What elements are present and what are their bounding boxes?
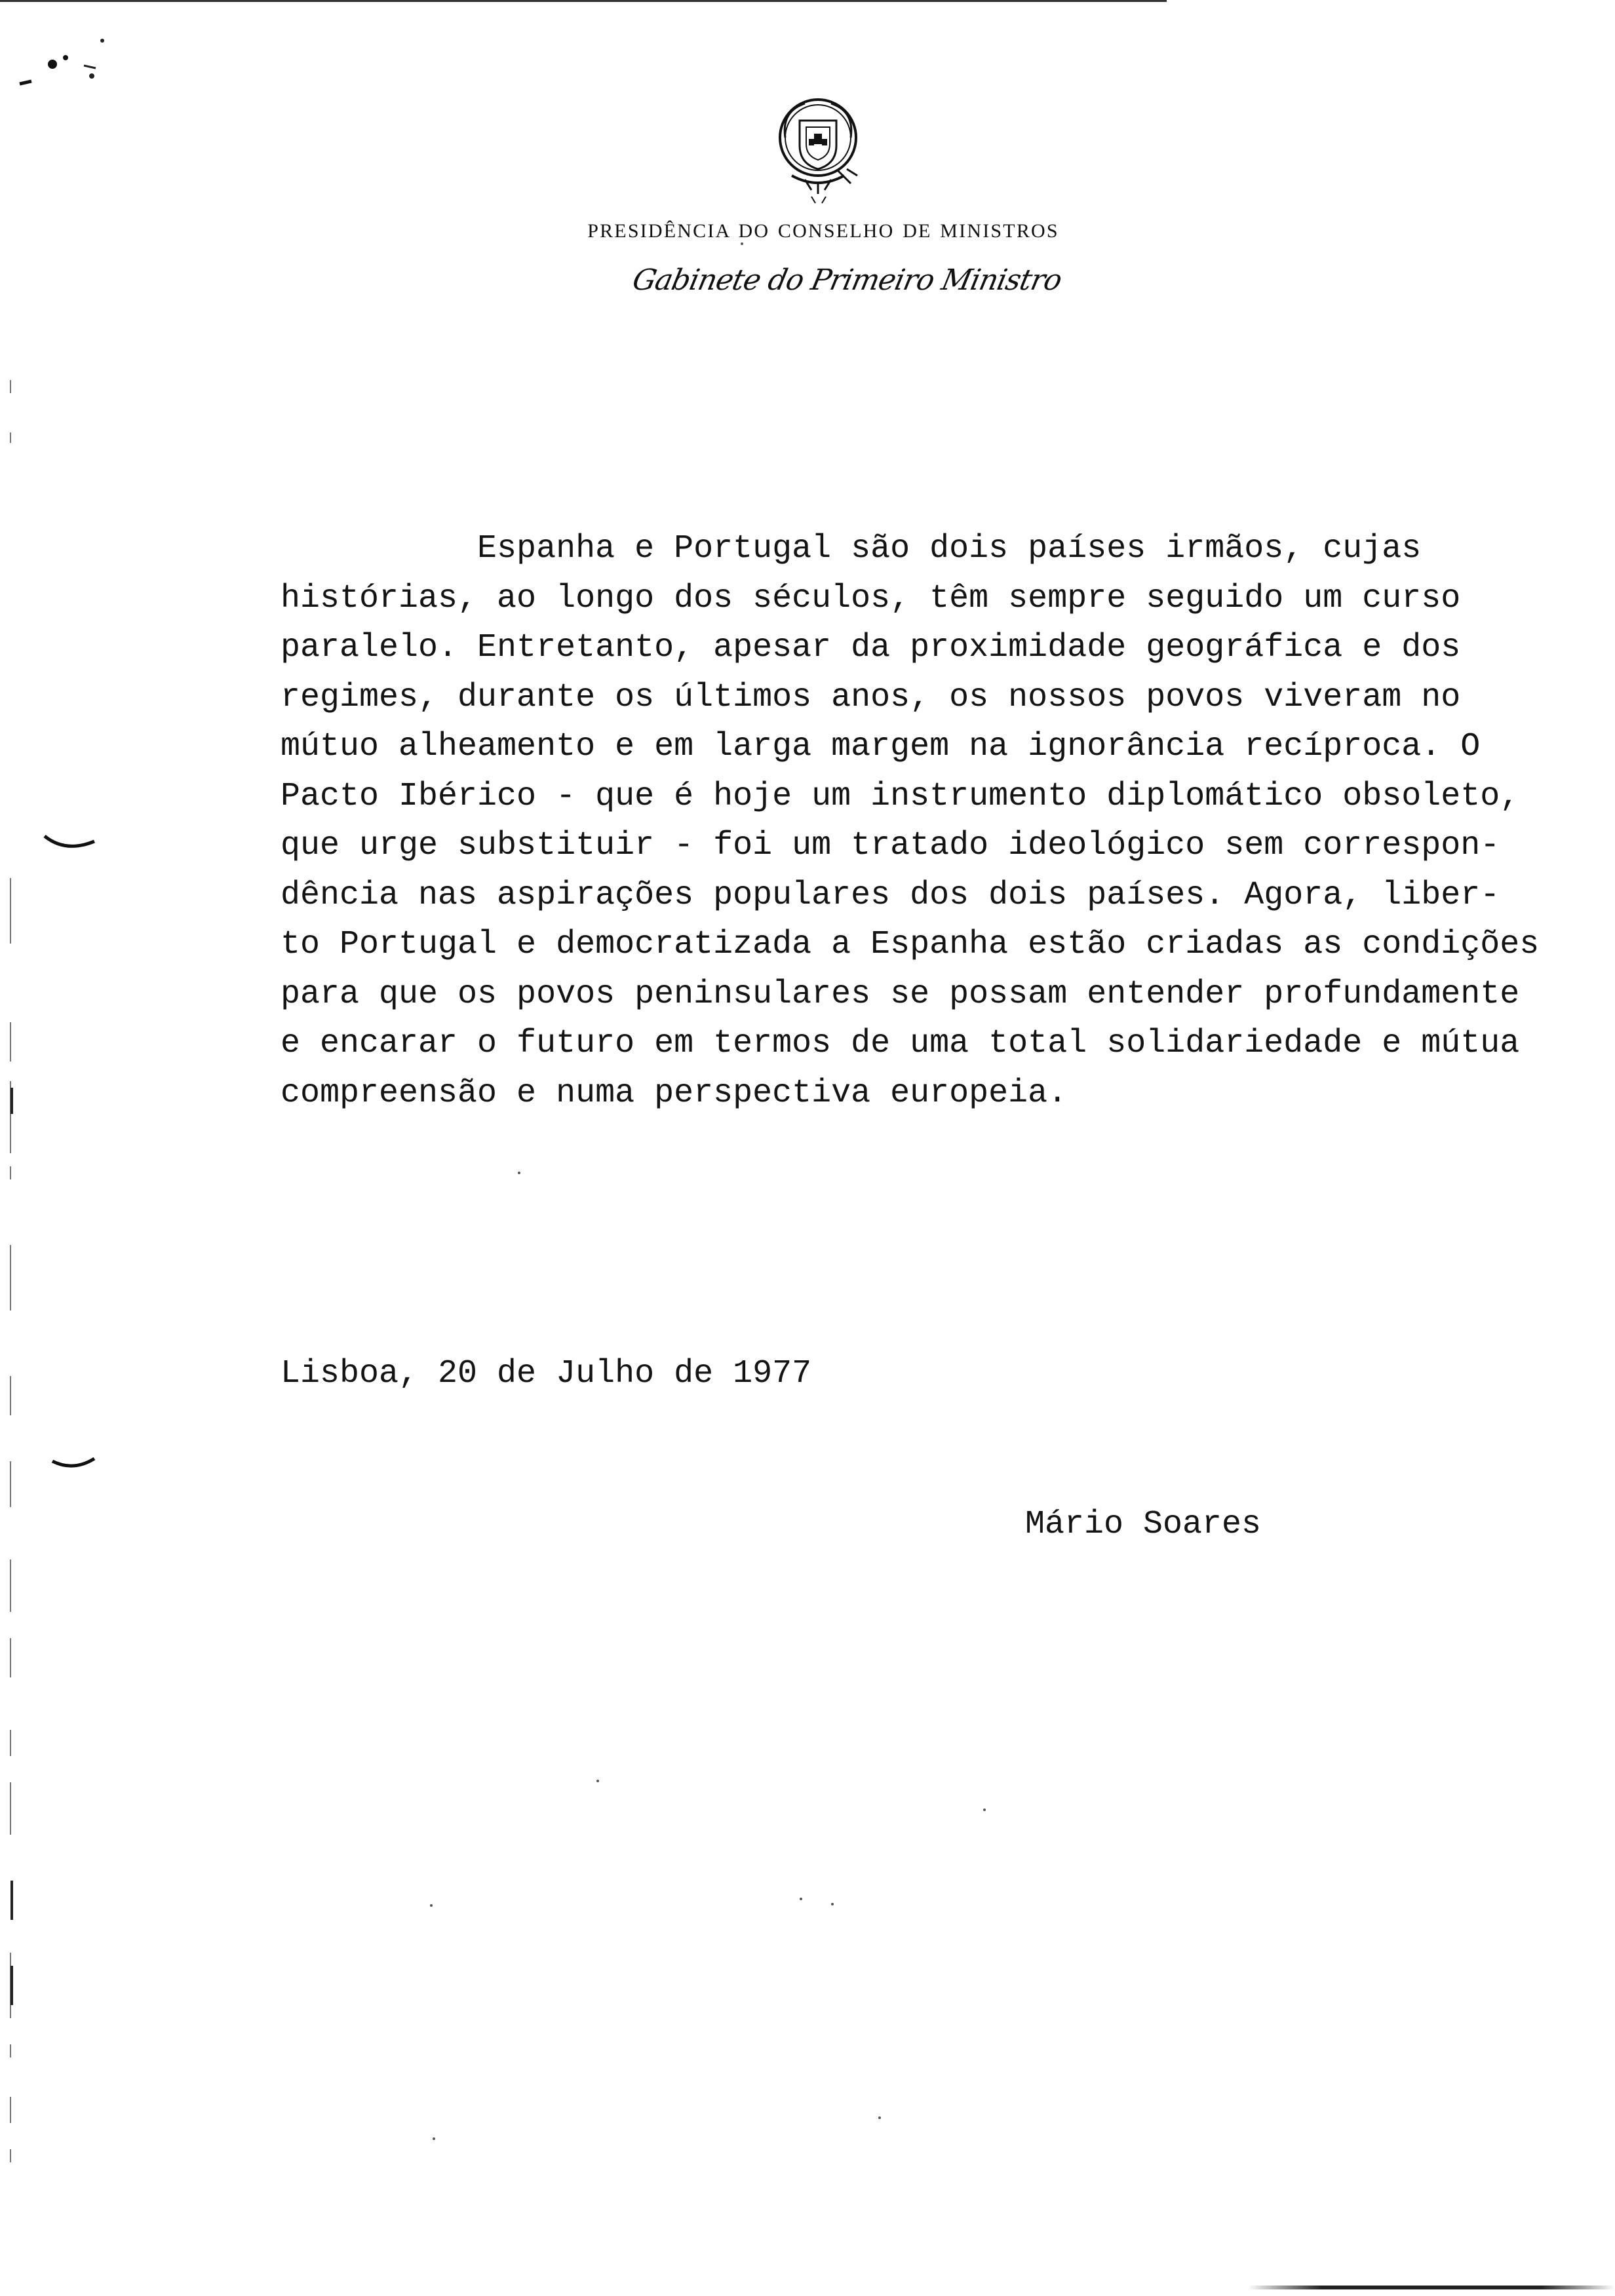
body-line: Espanha e Portugal são dois países irmãos, cujas — [281, 530, 1422, 567]
body-line: histórias, ao longo dos séculos, têm sempre seguido um curso — [281, 579, 1461, 617]
scan-speck — [878, 2116, 881, 2119]
scan-speck — [983, 1808, 986, 1811]
scan-speck — [433, 2137, 435, 2140]
signatory-name: Mário Soares — [1025, 1506, 1262, 1543]
portuguese-coat-of-arms-icon — [766, 92, 876, 210]
letter-body — [281, 524, 1552, 1118]
body-line: regimes, durante os últimos anos, os nossos povos viveram no — [281, 678, 1461, 716]
body-line: Pacto Ibérico - que é hoje um instrumento diplomático obsoleto, — [281, 777, 1520, 815]
scan-bottom-edge — [1248, 2286, 1615, 2289]
scan-speck — [800, 1898, 802, 1900]
scan-speck — [430, 1904, 433, 1907]
body-line: mútuo alheamento e em larga margem na ignorância recíproca. O — [281, 728, 1481, 765]
fold-mark-lower — [26, 1453, 98, 1480]
place-and-date: Lisboa, 20 de Julho de 1977 — [281, 1355, 812, 1392]
scan-top-edge — [0, 0, 1167, 2]
body-line: e encarar o futuro em termos de uma total solidariedade e mútua — [281, 1025, 1520, 1062]
body-line: paralelo. Entretanto, apesar da proximidade geográfica e dos — [281, 629, 1461, 666]
left-margin-binding-marks — [0, 0, 39, 2296]
scan-speck — [831, 1903, 834, 1905]
fold-mark-upper — [26, 831, 98, 857]
body-line: to Portugal e democratizada a Espanha estão criadas as condições — [281, 926, 1540, 963]
body-line: que urge substituir - foi um tratado ideológico sem correspon- — [281, 827, 1500, 864]
body-line: dência nas aspirações populares dos dois países. Agora, liber- — [281, 876, 1500, 914]
scan-speck — [596, 1780, 599, 1782]
scan-speck — [518, 1172, 520, 1174]
office-name: Gabinete do Primeiro Ministro — [629, 263, 1065, 297]
body-line: compreensão e numa perspectiva europeia. — [281, 1074, 1068, 1112]
body-line: para que os povos peninsulares se possam entender profundamente — [281, 975, 1520, 1013]
organization-name: PRESIDÊNCIA DO CONSELHO DE MINISTROS — [587, 220, 1059, 242]
scan-speck — [741, 242, 743, 245]
